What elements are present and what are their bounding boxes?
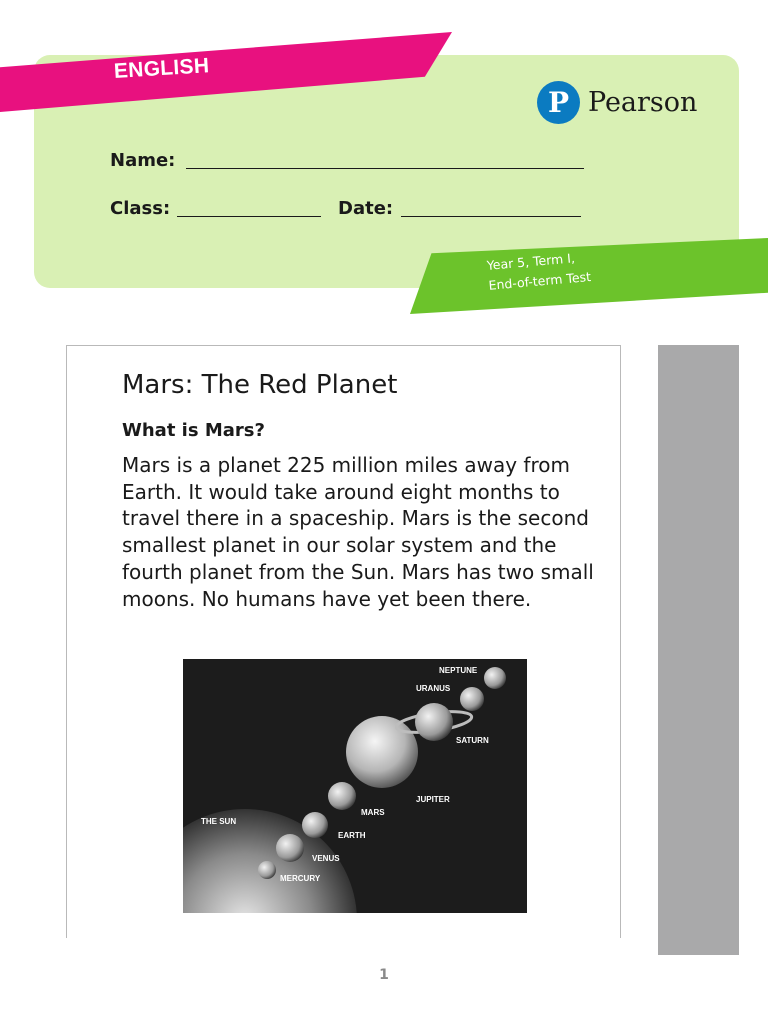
solar-system-illustration bbox=[183, 659, 527, 913]
term-line-2: End-of-term Test bbox=[487, 268, 592, 293]
neptune-planet bbox=[484, 667, 506, 689]
sun-label: THE SUN bbox=[201, 817, 237, 826]
mars-planet bbox=[328, 782, 356, 810]
date-label: Date: bbox=[338, 198, 394, 219]
mars-label: MARS bbox=[361, 808, 385, 817]
uranus-planet bbox=[460, 687, 484, 711]
pearson-logo bbox=[537, 81, 697, 124]
jupiter-label: JUPITER bbox=[416, 795, 450, 804]
neptune-label: NEPTUNE bbox=[439, 666, 478, 675]
mercury-planet bbox=[258, 861, 276, 879]
pearson-logo-icon: P bbox=[537, 81, 580, 124]
venus-planet bbox=[276, 834, 304, 862]
brand-name: Pearson bbox=[588, 87, 698, 118]
earth-planet bbox=[302, 812, 328, 838]
article-subtitle: What is Mars? bbox=[122, 420, 265, 441]
class-field[interactable] bbox=[177, 216, 321, 217]
side-margin-bar bbox=[658, 345, 739, 955]
page-number: 1 bbox=[379, 967, 389, 983]
name-field[interactable] bbox=[186, 168, 584, 169]
class-label: Class: bbox=[110, 198, 171, 219]
earth-label: EARTH bbox=[338, 831, 366, 840]
solar-system-image bbox=[183, 659, 527, 913]
saturn-label: SATURN bbox=[456, 736, 489, 745]
venus-label: VENUS bbox=[312, 854, 340, 863]
subject-label: ENGLISH bbox=[113, 54, 210, 83]
name-label: Name: bbox=[110, 150, 176, 171]
date-field[interactable] bbox=[401, 216, 581, 217]
article-title: Mars: The Red Planet bbox=[122, 370, 398, 400]
mercury-label: MERCURY bbox=[280, 874, 321, 883]
uranus-label: URANUS bbox=[416, 684, 451, 693]
term-line-1: Year 5, Term I, bbox=[486, 250, 576, 273]
jupiter-planet bbox=[346, 716, 418, 788]
article-body: Mars is a planet 225 million miles away from Earth. It would take around eight months to travel there in a spaceship. Mars is the second smallest planet in our solar system and the fourth planet from the Sun. Mars has two small moons. No humans have yet been there. bbox=[122, 453, 594, 611]
